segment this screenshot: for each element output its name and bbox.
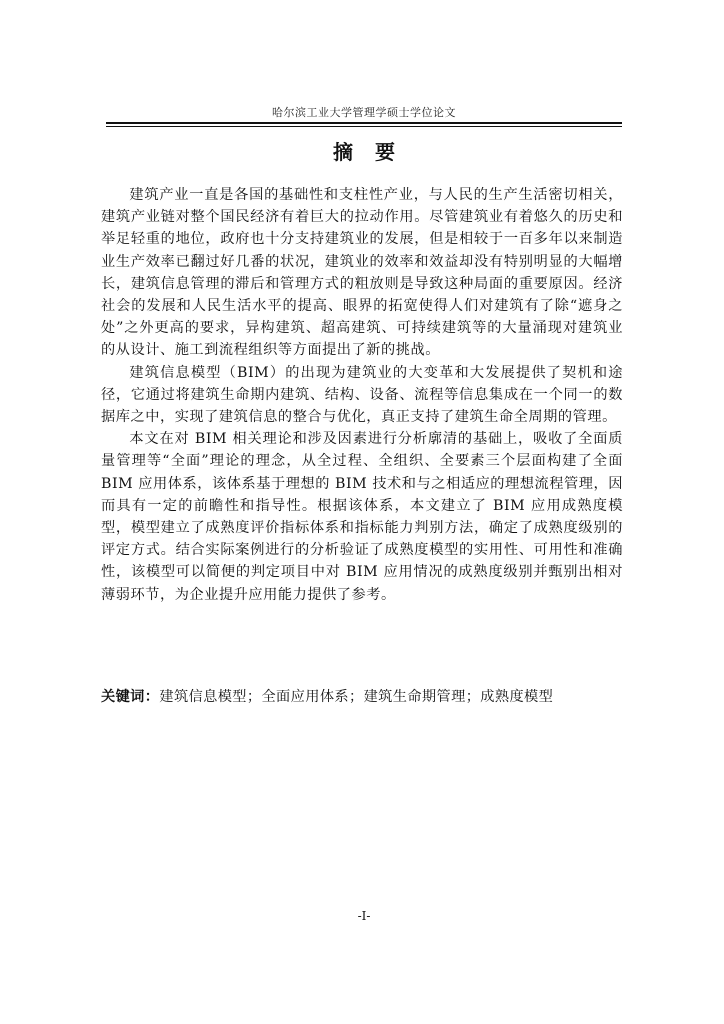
running-header: 哈尔滨工业大学管理学硕士学位论文 — [272, 106, 456, 119]
keywords-line — [101, 686, 623, 708]
header-rule-thin — [106, 126, 622, 127]
keywords-label: 关键词： — [101, 689, 160, 705]
abstract-body — [101, 184, 623, 606]
page-number: -I- — [357, 909, 371, 923]
abstract-paragraph-1: 建筑产业一直是各国的基础性和支柱性产业，与人民的生产生活密切相关，建筑产业链对整个国民经济有着巨大的拉动作用。尽管建筑业有着悠久的历史和举足轻重的地位，政府也十分支持建筑业的发展，但是相较于一百多年以来制造业生产效率已翻过好几番的状况，建筑业的效率和效益却没有特别明显的大幅增长，建筑信息管理的滞后和管理方式的粗放则是导致这种局面的重要原因。经济社会的发展和人民生活水平的提高、眼界的拓宽使得人们对建筑有了除“遮身之处”之外更高的要求，异构建筑、超高建筑、可持续建筑等的大量涌现对建筑业的从设计、施工到流程组织等方面提出了新的挑战。 — [101, 187, 623, 359]
abstract-paragraph-3: 本文在对 BIM 相关理论和涉及因素进行分析廓清的基础上，吸收了全面质量管理等“全面”理论的理念，从全过程、全组织、全要素三个层面构建了全面 BIM 应用体系，该体系基于理想的 BIM 技术和与之相适应的理想流程管理，因而具有一定的前瞻性和指导性。根据该体系，本文建立了 BIM 应用成熟度模型，模型建立了成熟度评价指标体系和指标能力判别方法，确定了成熟度级别的评定方式。结合实际案例进行的分析验证了成熟度模型的实用性、可用性和准确性，该模型可以简便的判定项目中对 BIM 应用情况的成熟度级别并甄别出相对薄弱环节，为企业提升应用能力提供了参考。 — [101, 431, 623, 603]
header-rule-thick — [106, 122, 622, 124]
abstract-paragraph-2: 建筑信息模型（BIM）的出现为建筑业的大变革和大发展提供了契机和途径，它通过将建筑生命期内建筑、结构、设备、流程等信息集成在一个同一的数据库之中，实现了建筑信息的整合与优化，真正支持了建筑生命全周期的管理。 — [101, 364, 623, 426]
page-title: 摘要 — [333, 140, 417, 164]
keywords-text: 建筑信息模型；全面应用体系；建筑生命期管理；成熟度模型 — [159, 689, 554, 705]
